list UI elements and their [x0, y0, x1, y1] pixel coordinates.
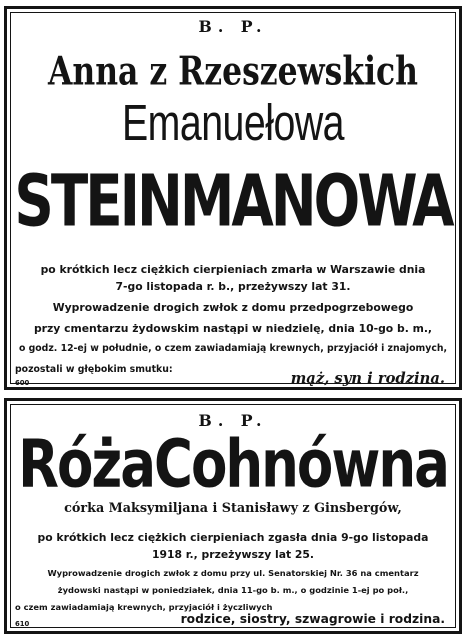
- text-line: pozostali w głębokim smutku:: [15, 364, 173, 375]
- text-line: przy cmentarzu żydowskim nastąpi w niedzielę, dnia 10-go b. m.,: [33, 322, 433, 335]
- signature: rodzice, siostry, szwagrowie i rodzina.: [180, 612, 445, 626]
- subtitle: córka Maksymiljana i Stanisławy z Ginsbergów,: [64, 501, 402, 516]
- first-name: Emanuełowa: [121, 94, 345, 152]
- obituary-notice-steinmanowa: [4, 6, 462, 390]
- obituary-notice-cohnowna: [4, 398, 462, 634]
- notice-header: B. P.: [198, 17, 268, 36]
- text-line: o czem zawiadamiają krewnych, przyjaciół i życzliwych: [15, 602, 273, 612]
- text-line: Wyprowadzenie drogich zwłok z domu przy ul. Senatorskiej Nr. 36 na cmentarz: [47, 568, 419, 578]
- signature: mąż, syn i rodzina.: [290, 370, 445, 387]
- text-line: 7-go listopada r. b., przeżywszy lat 31.: [115, 280, 351, 293]
- text-line: Wyprowadzenie drogich zwłok z domu przedpogrzebowego: [52, 301, 414, 314]
- reference-number: 600: [15, 379, 30, 387]
- surname: STEINMANOWA: [14, 159, 452, 243]
- full-name: RóżaCohnówna: [18, 425, 448, 503]
- notice-header: B. P.: [198, 411, 268, 430]
- text-line: o godz. 12-ej w południe, o czem zawiadamiają krewnych, przyjaciół i znajomych,: [18, 343, 448, 354]
- text-line: po krótkich lecz ciężkich cierpieniach zgasła dnia 9-go listopada: [37, 531, 429, 544]
- text-line: po krótkich lecz ciężkich cierpieniach zmarła w Warszawie dnia: [40, 263, 426, 276]
- text-line: żydowski nastąpi w poniedziałek, dnia 11-go b. m., o godzinie 1-ej po poł.,: [57, 585, 409, 595]
- maiden-name: Anna z Rzeszewskich: [47, 48, 419, 95]
- reference-number: 610: [15, 620, 30, 628]
- text-line: 1918 r., przeżywszy lat 25.: [151, 548, 315, 561]
